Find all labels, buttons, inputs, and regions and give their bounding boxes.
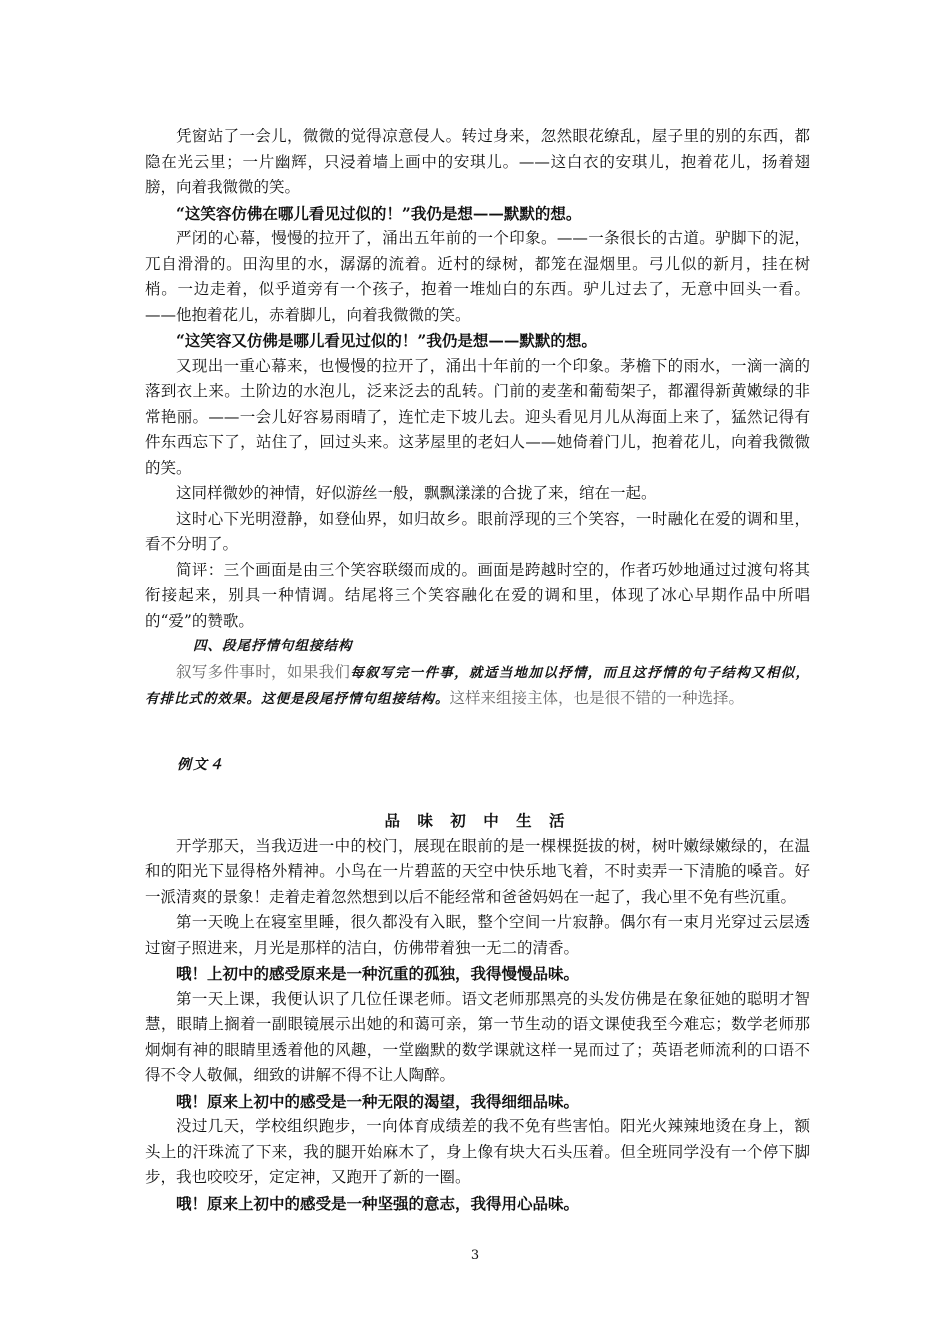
paragraph: 这同样微妙的神情，好似游丝一般，飘飘漾漾的合拢了来，绾在一起。 — [176, 484, 657, 502]
bold-refrain: “这笑容又仿佛是哪儿看见过似的！”我仍是想——默默的想。 — [176, 331, 597, 350]
section-heading: 四、段尾抒情句组接结构 — [193, 638, 353, 654]
article-title: 品 味 初 中 生 活 — [384, 811, 571, 830]
intro-emphasis: 每叙写完一件事，就适当地加以抒情，而且这抒情的句子结构又相似，有排比式的效果。这便是段尾抒情句组接结构。 — [145, 664, 810, 707]
paragraph: 凭窗站了一会儿，微微的觉得凉意侵人。转过身来，忽然眼花缭乱，屋子里的别的东西，都隐在光云里；一片幽辉，只浸着墙上画中的安琪儿。——这白衣的安琪儿，抱着花儿，扬着翅膀，向着我微微的笑。 — [145, 127, 810, 196]
intro-text: 叙写多件事时，如果我们 — [176, 662, 351, 681]
page-number: 3 — [470, 1248, 480, 1263]
section-intro — [145, 660, 810, 713]
paragraph: 开学那天，当我迈进一中的校门，展现在眼前的是一棵棵挺拔的树，树叶嫩绿嫩绿的，在温和的阳光下显得格外精神。小鸟在一片碧蓝的天空中快乐地飞着，不时卖弄一下清脆的嗓音。好一派清爽的景象！走着走着忽然想到以后不能经常和爸爸妈妈在一起了，我心里不免有些沉重。 — [145, 836, 810, 906]
bold-refrain: “这笑容仿佛在哪儿看见过似的！”我仍是想——默默的想。 — [176, 203, 582, 223]
intro-text: 这样来组接主体，也是很不错的一种选择。 — [449, 689, 745, 707]
commentary-paragraph: 简评：三个画面是由三个笑容联缀而成的。画面是跨越时空的，作者巧妙地通过过渡句将其衔接起来，别具一种情调。结尾将三个笑容融化在爱的调和里，体现了冰心早期作品中所唱的“爱”的赞歌。 — [145, 560, 810, 630]
bold-refrain: 哦！上初中的感受原来是一种沉重的孤独，我得慢慢品味。 — [176, 964, 580, 983]
example-label: 例文４ — [177, 756, 225, 773]
paragraph: 又现出一重心幕来，也慢慢的拉开了，涌出十年前的一个印象。茅檐下的雨水，一滴一滴的落到衣上来。土阶边的水泡儿，泛来泛去的乱转。门前的麦垄和葡萄架子，都濯得新黄嫩绿的非常艳丽。——一会儿好容易雨晴了，连忙走下坡儿去。迎头看见月儿从海面上来了，猛然记得有件东西忘下了，站住了，回过头来。这茅屋里的老妇人——她倚着门儿，抱着花儿，向着我微微的笑。 — [145, 356, 810, 477]
paragraph: 第一天晚上在寝室里睡，很久都没有入眠，整个空间一片寂静。偶尔有一束月光穿过云层透过窗子照进来，月光是那样的洁白，仿佛带着独一无二的清香。 — [145, 913, 810, 957]
spacer — [145, 713, 810, 753]
paragraph: 第一天上课，我便认识了几位任课老师。语文老师那黑亮的头发仿佛是在象征她的聪明才智慧，眼睛上搁着一副眼镜展示出她的和蔼可亲，第一节生动的语文课使我至今难忘；数学老师那炯炯有神的眼睛里透着他的风趣，一堂幽默的数学课就这样一晃而过了；英语老师流利的口语不得不令人敬佩，细致的讲解不得不让人陶醉。 — [145, 989, 810, 1084]
page-body — [145, 124, 810, 1216]
bold-refrain: 哦！原来上初中的感受是一种无限的渴望，我得细细品味。 — [176, 1091, 580, 1111]
paragraph: 严闭的心幕，慢慢的拉开了，涌出五年前的一个印象。——一条很长的古道。驴脚下的泥，兀自滑滑的。田沟里的水，潺潺的流着。近村的绿树，都笼在湿烟里。弓儿似的新月，挂在树梢。一边走着，似乎道旁有一个孩子，抱着一堆灿白的东西。驴儿过去了，无意中回头一看。——他抱着花儿，赤着脚儿，向着我微微的笑。 — [145, 229, 810, 324]
bold-refrain: 哦！原来上初中的感受是一种坚强的意志，我得用心品味。 — [176, 1193, 580, 1213]
spacer — [145, 778, 810, 808]
paragraph: 这时心下光明澄静，如登仙界，如归故乡。眼前浮现的三个笑容，一时融化在爱的调和里，看不分明了。 — [145, 509, 810, 553]
paragraph: 没过几天，学校组织跑步，一向体育成绩差的我不免有些害怕。阳光火辣辣地烫在身上，额头上的汗珠流了下来，我的腿开始麻木了，身上像有块大石头压着。但全班同学没有一个停下脚步，我也咬咬牙，定定神，又跑开了新的一圈。 — [145, 1117, 810, 1186]
